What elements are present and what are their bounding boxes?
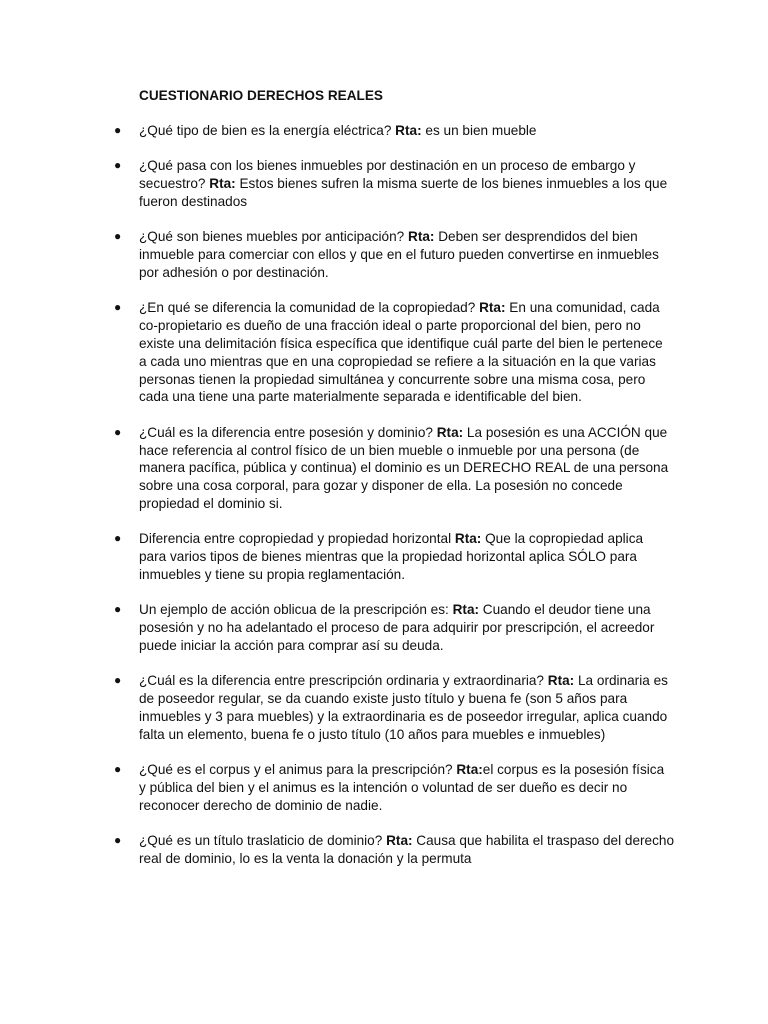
rta-label: Rta: bbox=[452, 602, 480, 618]
question-text: ¿Cuál es la diferencia entre posesión y dominio? bbox=[139, 424, 437, 440]
bullet-icon: ● bbox=[114, 673, 122, 688]
bullet-icon: ● bbox=[114, 531, 122, 546]
bullet-icon: ● bbox=[114, 424, 122, 439]
answer-text: La ordinaria es de poseedor regular, se da cuando existe justo título y buena fe (son 5 años para inmuebles y 3 para muebles) y la extraordinaria es de poseedor irregular, aplica cuando falta un elemento, buena fe o justo título (10 años para muebles e inmuebles) bbox=[139, 673, 668, 742]
rta-label: Rta: bbox=[456, 762, 483, 778]
document-title: CUESTIONARIO DERECHOS REALES bbox=[139, 88, 383, 103]
answer-text: es un bien mueble bbox=[421, 123, 537, 138]
rta-label: Rta: bbox=[436, 424, 464, 440]
question-text: ¿Qué pasa con los bienes inmuebles por destinación en un proceso de embargo y secuestro? bbox=[139, 158, 636, 192]
question-text: ¿Qué es el corpus y el animus para la prescripción? bbox=[139, 762, 457, 778]
question-item-5 bbox=[0, 424, 674, 513]
question-text: ¿Cuál es la diferencia entre prescripción ordinaria y extraordinaria? bbox=[139, 673, 548, 689]
answer-text: el corpus es la posesión física y pública del bien y el animus es la intención o voluntad de ser dueño es decir no reconocer derecho de dominio de nadie. bbox=[139, 762, 665, 813]
question-list bbox=[0, 122, 768, 885]
answer-text: Deben ser desprendidos del bien inmueble para comerciar con ellos y que en el futuro pueden convertirse en inmuebles por adhesión o por destinación. bbox=[139, 229, 659, 280]
question-item-8 bbox=[0, 672, 674, 743]
bullet-icon: ● bbox=[114, 300, 122, 315]
question-item-4 bbox=[0, 299, 674, 406]
question-item-3 bbox=[0, 228, 674, 281]
question-text: ¿Qué es un título traslaticio de dominio? bbox=[139, 833, 387, 849]
rta-label: Rta: bbox=[479, 300, 506, 316]
bullet-icon: ● bbox=[114, 833, 122, 848]
question-item-1 bbox=[0, 122, 674, 140]
bullet-icon: ● bbox=[114, 229, 122, 244]
answer-text: Estos bienes sufren la misma suerte de los bienes inmuebles a los que fueron destinados bbox=[139, 176, 668, 209]
rta-label: Rta: bbox=[547, 673, 575, 689]
bullet-icon: ● bbox=[114, 158, 122, 173]
question-text: ¿En qué se diferencia la comunidad de la copropiedad? bbox=[139, 300, 480, 316]
answer-text: La posesión es una ACCIÓN que hace referencia al control físico de un bien mueble o inmueble por una persona (de manera pacífica, pública y continua) el dominio es un DERECHO REAL de una persona sobre una cosa corporal, para gozar y disponer de ella. La posesión no concede propiedad el dominio si. bbox=[139, 424, 669, 511]
bullet-icon: ● bbox=[114, 123, 122, 137]
answer-text: Causa que habilita el traspaso del derecho real de dominio, lo es la venta la donación y la permuta bbox=[139, 833, 675, 866]
question-text: ¿Qué son bienes muebles por anticipación? bbox=[139, 229, 409, 245]
question-item-2 bbox=[0, 157, 674, 210]
question-item-10 bbox=[0, 832, 674, 868]
rta-label: Rta: bbox=[209, 176, 236, 192]
question-text: ¿Qué tipo de bien es la energía eléctrica? bbox=[139, 123, 396, 138]
bullet-icon: ● bbox=[114, 762, 122, 777]
rta-label: Rta: bbox=[395, 123, 422, 138]
bullet-icon: ● bbox=[114, 602, 122, 617]
rta-label: Rta: bbox=[408, 229, 435, 245]
rta-label: Rta: bbox=[386, 833, 413, 849]
answer-text: En una comunidad, cada co-propietario es dueño de una fracción ideal o parte proporcional del bien, pero no existe una delimitación física específica que identifique cuál parte del bien le pertenece a cada uno mientras que en una copropiedad se refiere a la situación en la que varias personas tienen la propiedad simultánea y concurrente sobre una misma cosa, pero cada una tiene una parte materialmente separada e identificable del bien. bbox=[139, 300, 663, 405]
answer-text: Cuando el deudor tiene una posesión y no ha adelantado el proceso de para adquirir por prescripción, el acreedor puede iniciar la acción para comprar así su deuda. bbox=[139, 602, 655, 653]
rta-label: Rta: bbox=[454, 531, 482, 547]
question-item-6 bbox=[0, 530, 674, 583]
answer-text: Que la copropiedad aplica para varios tipos de bienes mientras que la propiedad horizontal aplica SÓLO para inmuebles y tiene su propia reglamentación. bbox=[139, 531, 644, 582]
question-item-7 bbox=[0, 601, 674, 654]
question-text: Un ejemplo de acción oblicua de la prescripción es: bbox=[139, 602, 453, 618]
question-item-9 bbox=[0, 761, 674, 814]
question-text: Diferencia entre copropiedad y propiedad horizontal bbox=[139, 531, 455, 547]
